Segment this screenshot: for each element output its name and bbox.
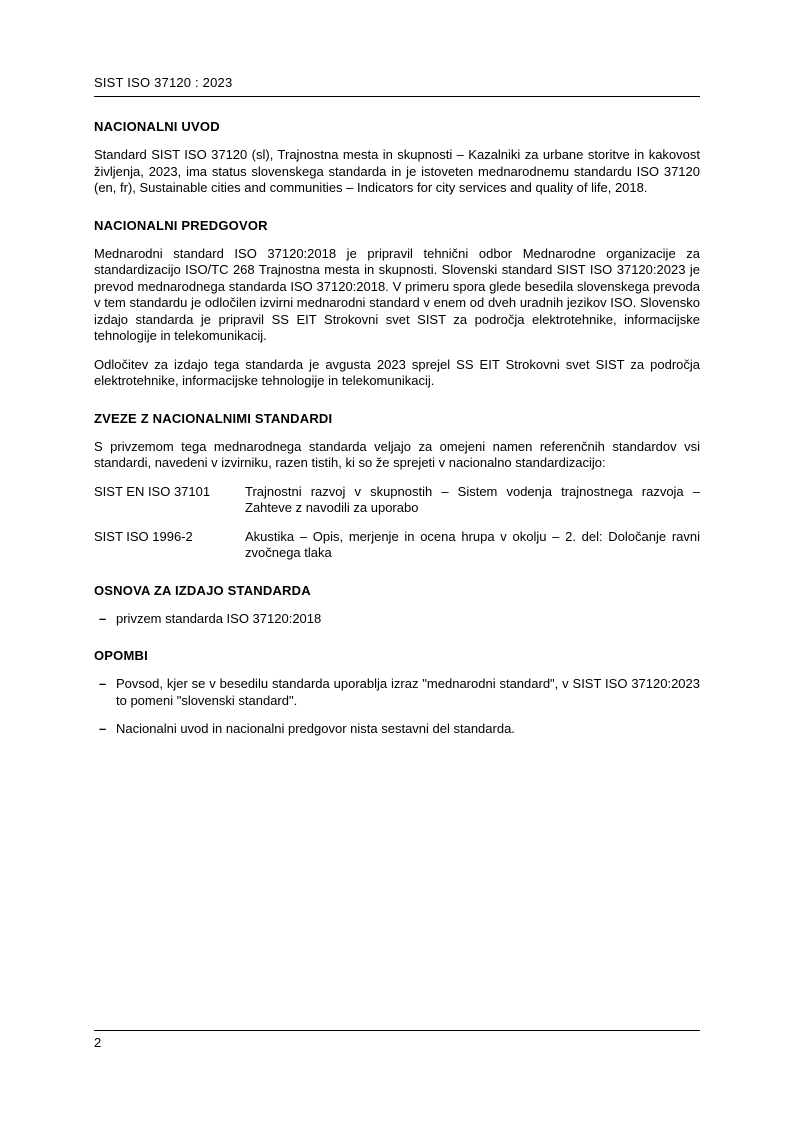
section-heading-opombi: OPOMBI <box>94 648 148 663</box>
page-footer <box>94 1030 700 1050</box>
standard-reference-id: SIST EN ISO 37101 <box>94 483 211 499</box>
paragraph: S privzemom tega mednarodnega standarda veljajo za omejeni namen referenčnih standardov vsi standardi, navedeni v izvirniku, razen tistih, ki so že sprejeti v nacionalno standardizacijo: <box>94 438 700 470</box>
list-item <box>94 721 700 738</box>
page-number: 2 <box>94 1035 102 1050</box>
standard-reference-title: Trajnostni razvoj v skupnostih – Sistem vodenja trajnostnega razvoja – Zahteve z navodili za uporabo <box>245 483 700 515</box>
section-opombi <box>94 648 700 738</box>
section-nacionalni-uvod <box>94 119 700 197</box>
list-item-text: privzem standarda ISO 37120:2018 <box>116 610 322 626</box>
standard-reference-row <box>94 529 700 562</box>
paragraph: Odločitev za izdajo tega standarda je avgusta 2023 sprejel SS EIT Strokovni svet SIST za področja elektrotehnike, informacijske tehnologije in telekomunikacij. <box>94 356 700 388</box>
section-nacionalni-predgovor <box>94 218 700 390</box>
standard-reference-row <box>94 484 700 517</box>
list-item <box>94 611 700 628</box>
paragraph: Standard SIST ISO 37120 (sl), Trajnostna mesta in skupnosti – Kazalniki za urbane storitve in kakovost življenja, 2023, ima status slovenskega standarda in je istoveten mednarodnemu standardu ISO 37120 (en, fr), Sustainable cities and communities – Indicators for city services and quality of life, 2018. <box>94 147 700 195</box>
section-heading-osnova: OSNOVA ZA IZDAJO STANDARDA <box>94 582 311 598</box>
section-zveze-z-nacionalnimi-standardi <box>94 411 700 562</box>
standard-reference-title: Akustika – Opis, merjenje in ocena hrupa v okolju – 2. del: Določanje ravni zvočnega tlaka <box>245 528 700 560</box>
dash-bullet: – <box>99 610 107 626</box>
section-heading-nacionalni-uvod: NACIONALNI UVOD <box>94 119 220 134</box>
list-item <box>94 676 700 709</box>
paragraph: Mednarodni standard ISO 37120:2018 je pripravil tehnični odbor Mednarodne organizacije za standardizacijo ISO/TC 268 Trajnostna mesta in skupnosti. Slovenski standard SIST ISO 37120:2023 je prevod mednarodnega standarda ISO 37120:2018. V primeru spora glede besedila slovenskega prevoda v tem standardu je odločilen izvirni mednarodni standard v enem od dveh uradnih jezikov ISO. Slovensko izdajo standarda je pripravil SS EIT Strokovni svet SIST za področja elektrotehnike, informacijske tehnologije in telekomunikacij. <box>94 245 700 343</box>
dash-bullet: – <box>99 721 107 736</box>
section-osnova-za-izdajo <box>94 583 700 628</box>
section-heading-nacionalni-predgovor: NACIONALNI PREDGOVOR <box>94 217 268 233</box>
dash-bullet: – <box>99 676 107 691</box>
list-item-text: Povsod, kjer se v besedilu standarda uporablja izraz "mednarodni standard", v SIST ISO 37120:2023 to pomeni "slovenski standard". <box>116 676 700 708</box>
list-item-text: Nacionalni uvod in nacionalni predgovor nista sestavni del standarda. <box>116 721 515 736</box>
section-heading-zveze: ZVEZE Z NACIONALNIMI STANDARDI <box>94 410 333 426</box>
page-header <box>94 75 700 97</box>
standard-reference-id: SIST ISO 1996-2 <box>94 528 193 544</box>
header-doc-id: SIST ISO 37120 : 2023 <box>94 75 233 90</box>
